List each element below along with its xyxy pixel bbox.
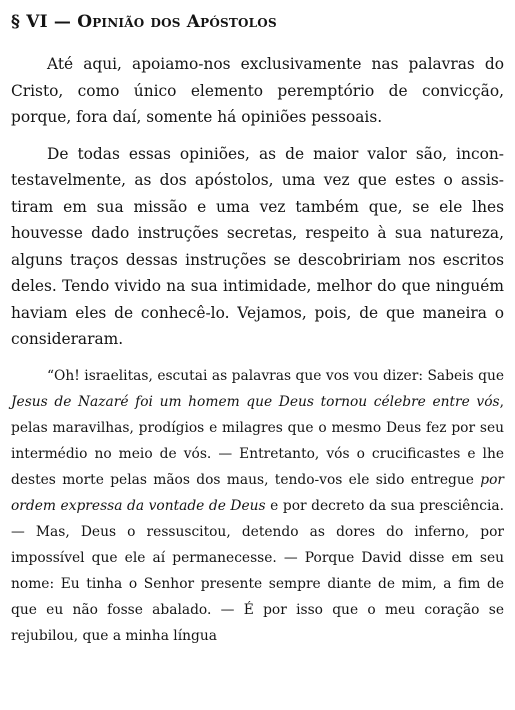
section-heading xyxy=(11,9,504,35)
quotation-paragraph xyxy=(11,363,504,649)
quote-text-2: , pelas maravilhas, prodígios e milagres que o mesmo Deus fez por seu intermédio no meio de vós. — Entretanto, vós o crucificastes e lhe destes morte pelas mãos dos maus, tendo-vos ele sido entregue xyxy=(11,393,504,488)
paragraph-2: De todas essas opiniões, as de maior valor são, incontestavelmente, as dos apóstolos, uma vez que estes o assistiram em sua missão e uma vez também que, se ele lhes houvesse dado instruções secretas, respeito à sua natureza, alguns traços dessas instruções se descobririam nos escritos deles. Tendo vivido na sua intimidade, melhor do que ninguém haviam eles de conhecê-lo. Vejamos, pois, de que maneira o consideraram. xyxy=(11,144,504,348)
quote-text-3: e por decreto da sua presciência. — Mas, Deus o ressuscitou, detendo as dores do inferno, por impossível que ele aí permanecesse. — Porque David disse em seu nome: Eu tinha o Senhor presente sempre diante de mim, a fim de que eu não fosse abalado. — É por isso que o meu coração se rejubilou, que a minha língua xyxy=(11,497,504,644)
paragraph-1: Até aqui, apoiamo-nos exclusivamente nas palavras do Cristo, como único elemento peremptório de convicção, porque, fora daí, somente há opiniões pessoais. xyxy=(11,55,504,126)
quote-italic-1: Jesus de Nazaré foi um homem que Deus tornou célebre entre vós xyxy=(11,393,500,410)
quote-italic-2: por ordem expressa da vontade de Deus xyxy=(11,471,504,514)
section-number: § VI — xyxy=(11,12,72,32)
section-title: Opinião dos Apóstolos xyxy=(77,12,277,32)
quote-text-1: “Oh! israelitas, escutai as palavras que vos vou dizer: Sabeis que xyxy=(47,367,504,384)
